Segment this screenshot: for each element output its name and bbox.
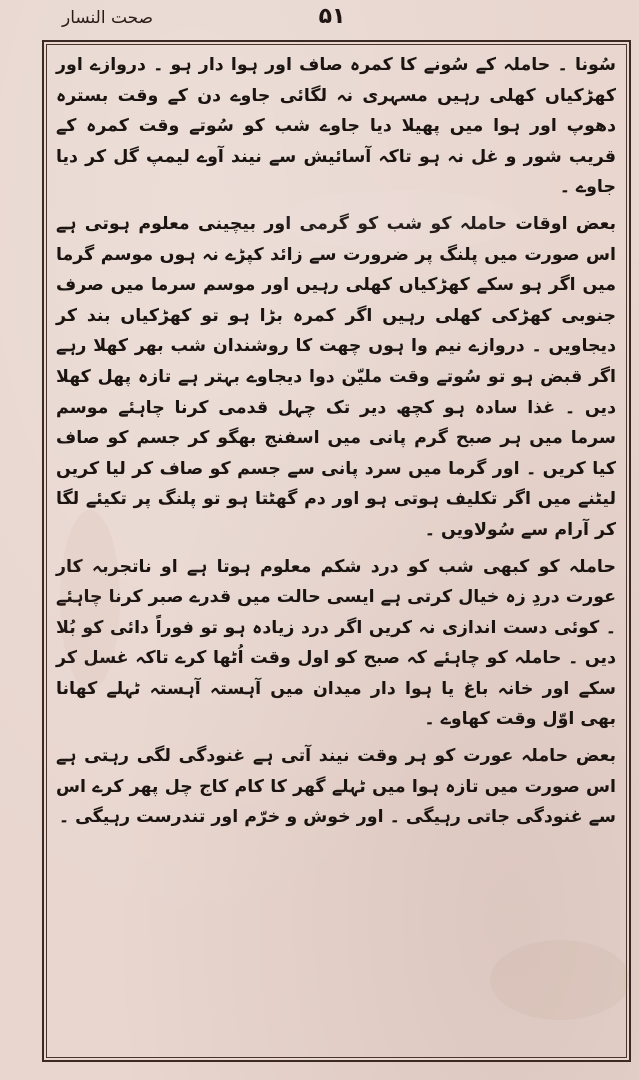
body-text — [56, 50, 616, 839]
paragraph-heat-restlessness — [56, 209, 616, 546]
page-number: ۵۱ — [318, 4, 346, 29]
page-header — [0, 0, 639, 40]
paragraph-text: بعض اوقات حاملہ کو شب کو گرمی اور بیچینی معلوم ہوتی ہے اس صورت میں پلنگ پر ضرورت سے زائد کپڑے نہ ہوں موسم گرما میں اگر ہو سکے کھڑکیاں کھلی رہیں اور موسم سرما میں صرف جنوبی کھڑکی کھلی رہیں اگر کمرہ بڑا ہو تو کھڑکیاں بند کر دیجاویں ۔ دروازے نیم وا ہوں چھت کا روشندان شب بھر کھلا رہے اگر قبض ہو تو سُوتے وقت ملیّن دوا دیجاوے بہتر ہے تازہ پھل کھلا دیں ۔ غذا سادہ ہو کچھ دیر تک چہل قدمی کرنا چاہئے موسم سرما میں ہر صبح گرم پانی میں اسفنج بھگو کر جسم کو صاف کیا کریں ۔ اور گرما میں سرد پانی سے جسم کو صاف کر لیا کریں لیٹنے میں اگر تکلیف ہوتی ہو اور دم گھٹتا ہو تو پلنگ پر تکیئے لگا کر آرام سے سُولاویں ۔ — [56, 213, 616, 540]
paragraph-abdominal-pain — [56, 552, 616, 736]
paragraph-text: حاملہ کو کبھی شب کو درد شکم معلوم ہوتا ہے او ناتجربہ کار عورت دردِ زہ خیال کرتی ہے ایسی حالت میں قدرے صبر کرنا چاہئے ۔ کوئی دست اندازی نہ کریں اگر درد زیادہ ہو تو فوراً دائی کو بُلا دیں ۔ حاملہ کو چاہئے کہ صبح کو اول وقت اُٹھا کرے تاکہ غسل کر سکے اور خانہ باغ یا ہوا دار میدان میں آہستہ آہستہ ٹہلے کھانا بھی اوّل وقت کھاوے ۔ — [56, 556, 616, 730]
paragraph-heading: سُونا ۔ — [557, 55, 617, 75]
paragraph-text: حاملہ کے سُونے کا کمرہ صاف اور ہوا دار ہو ۔ دروازے اور کھڑکیاں کھلی رہیں مسہری نہ لگائی جاوے دن کے وقت بسترہ دھوپ اور ہوا میں پھیلا دیا جاوے شب کو سُوتے وقت کمرہ کے قریب شور و غل نہ ہو تاکہ آسائیش سے نیند آوے لیمپ گل کر دیا جاوے ۔ — [56, 55, 616, 198]
running-head: صحت النسار — [62, 8, 154, 28]
paragraph-text: بعض حاملہ عورت کو ہر وقت نیند آتی ہے غنودگی لگی رہتی ہے اس صورت میں تازہ ہوا میں ٹہلے گھر کا کام کاج چل پھر کرے اس سے غنودگی جاتی رہیگی ۔ اور خوش و خرّم اور تندرست رہیگی ۔ — [56, 746, 616, 828]
paragraph-drowsiness — [56, 741, 616, 833]
paragraph-sleeping — [56, 50, 616, 203]
